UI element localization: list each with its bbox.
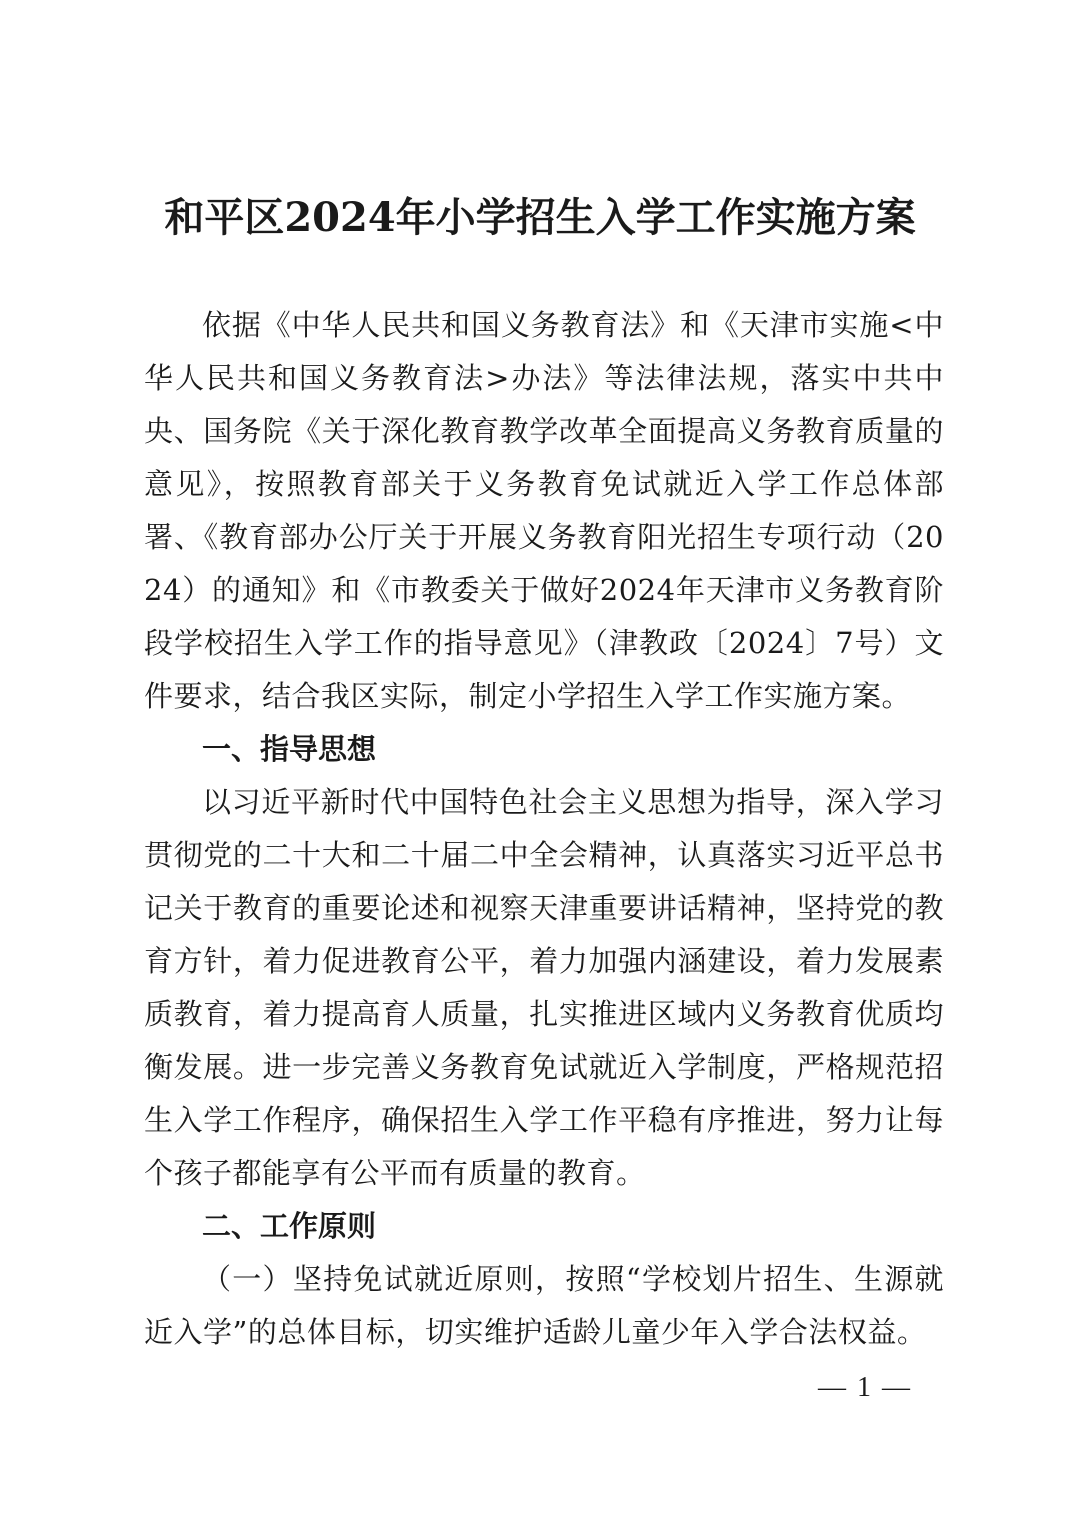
section-heading-work-principles: 二、工作原则 (202, 1209, 377, 1243)
guiding-ideology-paragraph: 以习近平新时代中国特色社会主义思想为指导，深入学习贯彻党的二十大和二十届二中全会精神，认真落实习近平总书记关于教育的重要论述和视察天津重要讲话精神，坚持党的教育方针，着力促进教育公平，着力加强内涵建设，着力发展素质教育，着力提高育人质量，扎实推进区域内义务教育优质均衡发展。进一步完善义务教育免试就近入学制度，严格规范招生入学工作程序，确保招生入学工作平稳有序推进，努力让每个孩子都能享有公平而有质量的教育。 (144, 785, 944, 1190)
work-principles-paragraph: （一）坚持免试就近原则，按照“学校划片招生、生源就近入学”的总体目标，切实维护适龄儿童少年入学合法权益。 (144, 1262, 944, 1349)
document-body (144, 299, 944, 1359)
page-number: — 1 — (818, 1372, 912, 1403)
page-title: 和平区2024年小学招生入学工作实施方案 (164, 194, 916, 241)
section-heading-guiding-ideology: 一、指导思想 (202, 732, 377, 766)
intro-paragraph: 依据《中华人民共和国义务教育法》和《天津市实施<中华人民共和国义务教育法>办法》等法律法规，落实中共中央、国务院《关于深化教育教学改革全面提高义务教育质量的意见》，按照教育部关于义务教育免试就近入学工作总体部署、《教育部办公厅关于开展义务教育阳光招生专项行动（2024）的通知》和《市教委关于做好2024年天津市义务教育阶段学校招生入学工作的指导意见》（津教政〔2024〕7号）文件要求，结合我区实际，制定小学招生入学工作实施方案。 (144, 308, 944, 713)
